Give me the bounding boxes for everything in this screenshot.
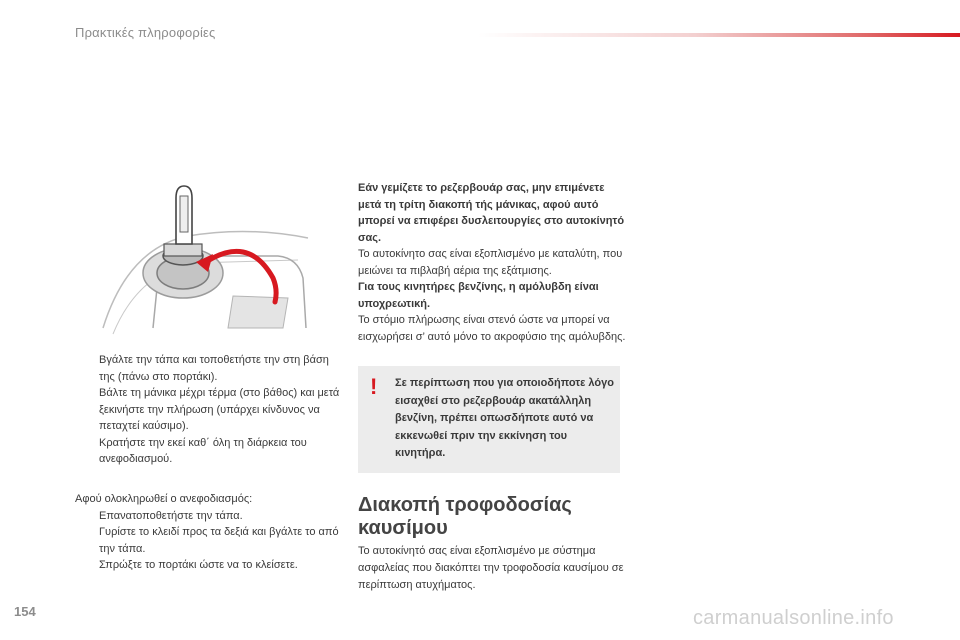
refill-warning-bold: Εάν γεμίζετε το ρεζερβουάρ σας, μην επιμένετε μετά τη τρίτη διακοπή τής μάνικας, αφού αυτό μπορεί να επιφέρει δυσλειτουργίες στο αυτοκίνητό σας.: [358, 182, 625, 244]
step-text: Σπρώξτε το πορτάκι ώστε να το κλείσετε.: [99, 559, 298, 571]
unleaded-required-bold: Για τους κινητήρες βενζίνης, η αμόλυβδη είναι υποχρεωτική.: [358, 281, 599, 310]
step-text: Γυρίστε το κλειδί προς τα δεξιά και βγάλτε το από την τάπα.: [99, 526, 339, 555]
section-heading: Διακοπή τροφοδοσίας καυσίμου: [358, 494, 572, 539]
list-item: [75, 524, 345, 557]
section-body-text: Το αυτοκίνητό σας είναι εξοπλισμένο με σύστημα ασφαλείας που διακόπτει την τροφοδοσία καυσίμου σε περίπτωση ατυχήματος.: [358, 545, 624, 591]
list-item: [75, 435, 345, 468]
list-item: [75, 508, 345, 525]
warning-box: [358, 366, 620, 473]
step-text: Βγάλτε την τάπα και τοποθετήστε την στη βάση της (πάνω στο πορτάκι).: [99, 354, 329, 383]
header-accent-bar: [478, 33, 960, 37]
fueling-steps-list: [75, 352, 345, 468]
page-number: 154: [14, 604, 36, 619]
step-text: Επανατοποθετήστε την τάπα.: [99, 509, 243, 522]
warning-exclamation-icon: !: [370, 374, 378, 399]
fuel-cap-key-illustration: [98, 178, 330, 336]
warning-text: Σε περίπτωση που για οποιοδήποτε λόγο εισαχθεί στο ρεζερβουάρ ακατάλληλη βενζίνη, πρέπει οπωσδήποτε αυτό να εκκενωθεί πριν την εκκίνηση του κινητήρα.: [395, 377, 614, 459]
watermark: carmanualsonline.info: [693, 607, 894, 629]
page-section-title: Πρακτικές πληροφορίες: [75, 25, 216, 40]
list-item: [75, 385, 345, 435]
step-text: Κρατήστε την εκεί καθ΄ όλη τη διάρκεια του ανεφοδιασμού.: [99, 436, 307, 465]
filler-neck-info: Το στόμιο πλήρωσης είναι στενό ώστε να μπορεί να εισχωρήσει σ’ αυτό μόνο το ακροφύσιο της αμόλυβδης.: [358, 314, 626, 343]
after-fueling-intro: Αφού ολοκληρωθεί ο ανεφοδιασμός:: [75, 493, 253, 505]
catalyst-info: Το αυτοκίνητο σας είναι εξοπλισμένο με καταλύτη, που μειώνει τα πιβλαβή αέρια της εξάτμισης.: [358, 248, 623, 277]
after-fueling-block: [75, 491, 345, 574]
fuel-info-text: [358, 180, 626, 345]
step-text: Βάλτε τη μάνικα μέχρι τέρμα (στο βάθος) και μετά ξεκινήστε την πλήρωση (υπάρχει κίνδυνος να πεταχτεί καύσιμο).: [99, 387, 340, 432]
list-item: [75, 352, 345, 385]
list-item: [75, 557, 345, 574]
